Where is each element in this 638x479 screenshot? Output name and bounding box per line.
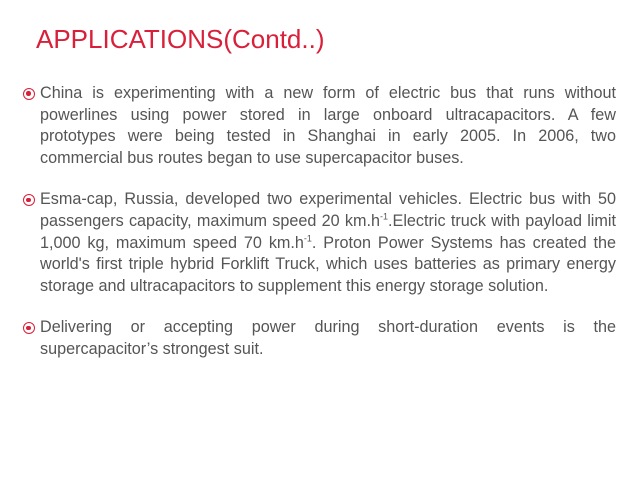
bullet-list (22, 83, 616, 381)
bullet-item-esma-cap (22, 189, 616, 297)
bullet-circle-icon (23, 194, 35, 206)
slide-title: APPLICATIONS(Contd..) (36, 24, 325, 54)
bullet-text: China is experimenting with a new form of electric bus that runs without powerlines using power stored in large onboard ultracapacitors. A few prototypes were being tested in Shanghai in early 2005. In 2006, two commercial bus routes began to use supercapacitor buses. (40, 84, 616, 167)
bullet-item-china-bus (22, 83, 616, 169)
bullet-text-part: . Proton Power Systems has created the world's first triple hybrid Forklift Truck, which uses batteries as primary energy storage and ultracapacitors to supplement this energy storage solution. (40, 233, 616, 295)
bullet-circle-icon (23, 88, 35, 100)
superscript-unit: -1 (303, 233, 312, 244)
bullet-text-part: .Electric truck with payload limit 1,000 kg, maximum speed 70 km.h (40, 211, 616, 252)
bullet-text: Delivering or accepting power during short-duration events is the supercapacitor’s strongest suit. (40, 318, 616, 358)
bullet-circle-icon (23, 322, 35, 334)
bullet-text-part: Esma-cap, Russia, developed two experimental vehicles. Electric bus with 50 passengers capacity, maximum speed 20 km.h (40, 190, 616, 230)
superscript-unit: -1 (380, 211, 389, 222)
bullet-item-power-delivery (22, 317, 616, 360)
